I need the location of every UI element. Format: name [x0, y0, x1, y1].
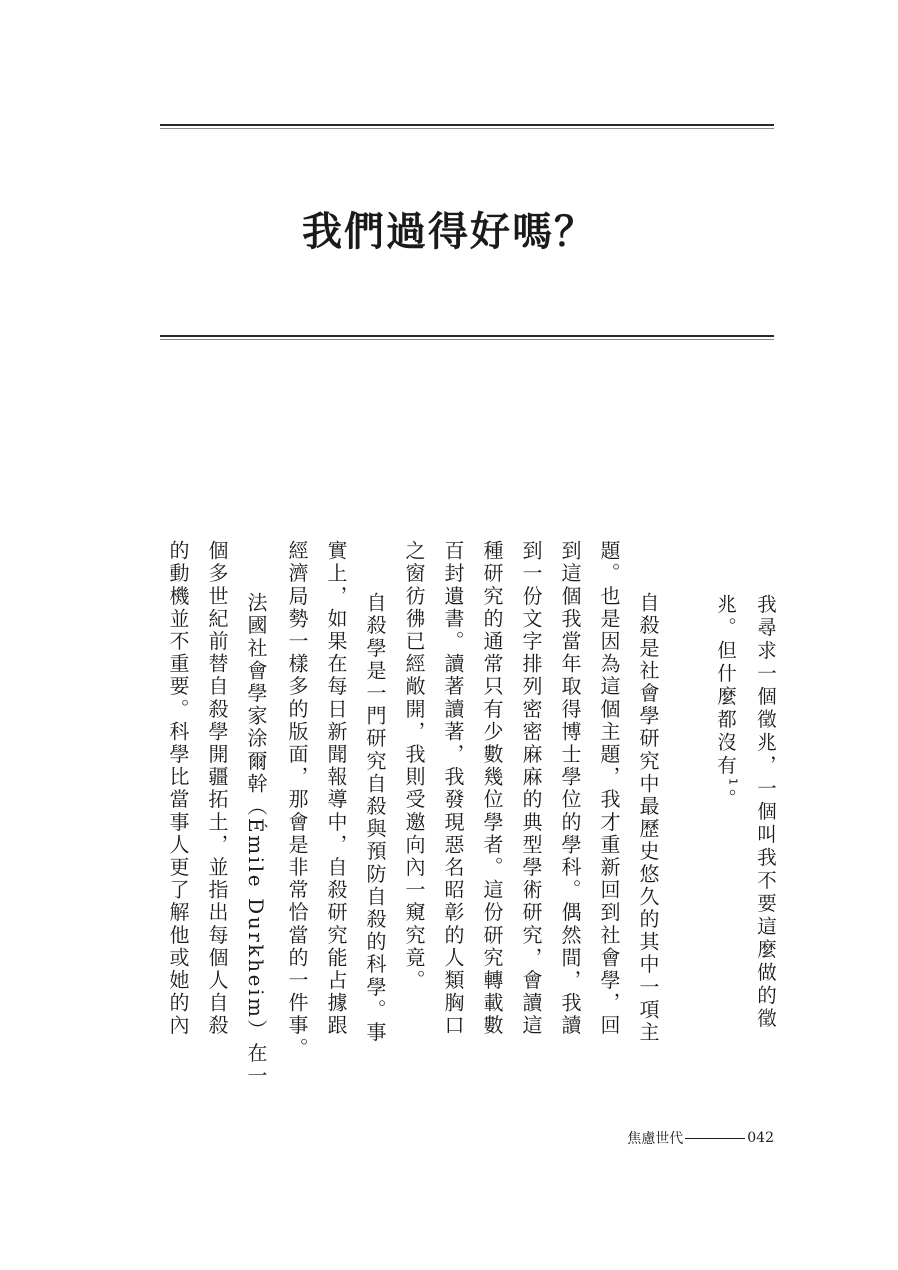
epigraph-line-1: 我尋求一個徵兆，一個叫我不要這麼做的徵 — [754, 594, 777, 1031]
chapter-title: 我們過得好嗎？ — [302, 208, 596, 255]
body-column: 經濟局勢一樣多的版面，那會是非常恰當的一件事。 — [285, 540, 309, 1060]
body-column: 實上，如果在每日新聞報導中，自殺研究能占據跟 — [324, 540, 348, 1038]
header-rule-bottom — [160, 335, 774, 337]
body-column: 百封遺書。讀著讀著，我發現惡名昭彰的人類胸口 — [441, 540, 465, 1038]
body-column: 種研究的通常只有少數幾位學者。這份研究轉載數 — [480, 540, 504, 1038]
body-column: 題。也是因為這個主題，我才重新回到社會學，回 — [597, 540, 621, 1038]
body-column: 法國社會學家涂爾幹（Émile Durkheim）在一 — [244, 592, 268, 1088]
page-footer — [627, 1128, 774, 1148]
page-number: 042 — [747, 1130, 774, 1146]
body-column: 個多世紀前替自殺學開疆拓土，並指出每個人自殺 — [205, 540, 229, 1038]
header-rule-top — [160, 124, 774, 126]
epigraph-line-2: 兆。但什麼都沒有$^1$。 — [714, 594, 740, 812]
body-column: 自殺是社會學研究中最歷史悠久的其中一項主 — [636, 592, 660, 1044]
body-column: 到這個我當年取得博士學位的學科。偶然間，我讀 — [558, 540, 582, 1038]
body-column: 到一份文字排列密密麻麻的典型學術研究，會讀這 — [519, 540, 543, 1038]
footnote-marker: 1 — [726, 778, 740, 789]
running-title: 焦慮世代 — [627, 1131, 684, 1147]
body-column: 自殺學是一門研究自殺與預防自殺的科學。事 — [363, 592, 387, 1044]
body-column: 的動機並不重要。科學比當事人更了解他或她的內 — [166, 540, 190, 1038]
body-column: 之窗彷彿已經敞開，我則受邀向內一窺究竟。 — [402, 540, 426, 992]
footer-rule — [685, 1138, 745, 1139]
